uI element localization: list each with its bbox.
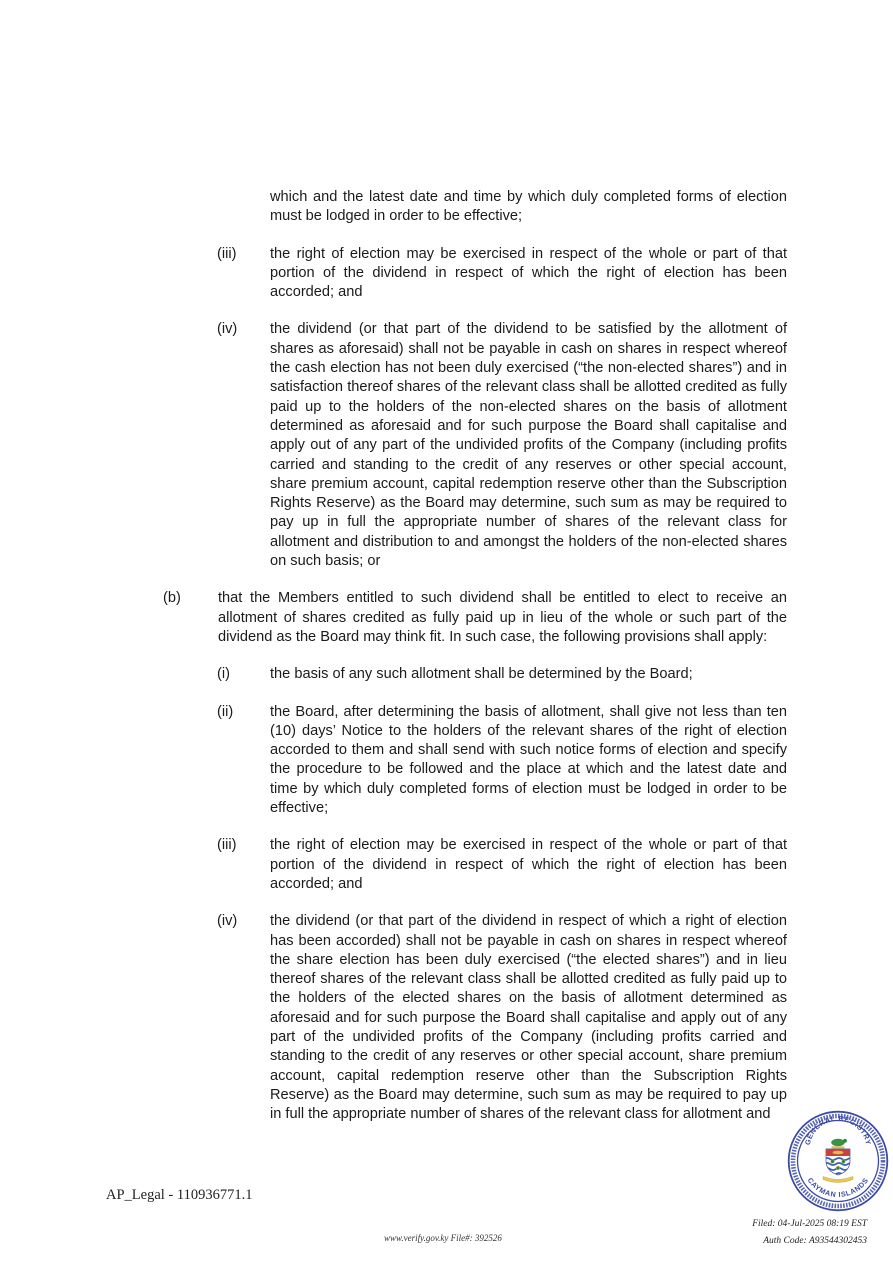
auth-code: Auth Code: A93544302453 — [763, 1236, 867, 1246]
list-item-text: the dividend (or that part of the dividend to be satisfied by the allotment of shares as aforesaid) shall not be payable in cash on shares in respect whereof the cash election has not been duly exercised (“the non-elected shares”) and in satisfaction thereof shares of the relevant class shall be allotted credited as fully paid up to the holders of the non-elected shares on the basis of allotment determined as aforesaid and for such purpose the Board shall capitalise and apply out of any part of the undivided profits of the Company (including profits carried and standing to the credit of any reserves or other special account, share premium account, capital redemption reserve other than the Subscription Rights Reserve) as the Board may determine, such sum as may be required to pay up in full the appropriate number of shares of the relevant class for allotment and distribution to and amongst the holders of the non-elected shares on such basis; or — [270, 321, 787, 570]
document-body — [163, 188, 787, 1124]
verify-url-line: www.verify.gov.ky File#: 392526 — [384, 1233, 502, 1243]
filed-timestamp: Filed: 04-Jul-2025 08:19 EST — [752, 1219, 867, 1229]
list-item-text: the right of election may be exercised in respect of the whole or part of that portion of the dividend in respect of which the right of election has been accorded; and — [270, 837, 787, 892]
list-item-marker: (iv) — [217, 913, 238, 930]
list-item-marker: (iii) — [217, 837, 237, 854]
list-item-marker: (ii) — [217, 703, 234, 720]
list-item-a-iv — [217, 320, 787, 571]
list-item-b-iii — [217, 836, 787, 894]
list-item-marker: (b) — [163, 590, 181, 607]
list-item-text: the dividend (or that part of the dividend in respect of which a right of election has been accorded) shall not be payable in cash on shares in respect whereof the share election has been duly exercised (“the elected shares”) and in lieu thereof shares of the relevant class shall be allotted credited as fully paid up to the holders of the elected shares on the basis of allotment determined as aforesaid and for such purpose the Board shall capitalise and apply out of any part of the undivided profits of the Company (including profits carried and standing to the credit of any reserves or other special account, share premium account, capital redemption reserve other than the Subscription Rights Reserve) as the Board may determine, such sum as may be required to pay up in full the appropriate number of shares of the relevant class for allotment and — [270, 913, 787, 1123]
list-item-b-iv — [217, 912, 787, 1124]
list-item-b-ii — [217, 703, 787, 819]
list-item-text: the right of election may be exercised in respect of the whole or part of that portion of the dividend in respect of which the right of election has been accorded; and — [270, 245, 787, 301]
list-item-text: the basis of any such allotment shall be determined by the Board; — [270, 666, 693, 683]
seal-top-text: GENERAL REGISTRY — [802, 1113, 874, 1146]
cayman-coat-of-arms-icon — [823, 1139, 854, 1183]
list-item-text: that the Members entitled to such dividend shall be entitled to elect to receive an allotment of shares credited as fully paid up in lieu of the whole or such part of the dividend as the Board may think fit. In such case, the following provisions shall apply: — [218, 590, 787, 645]
general-registry-seal-icon — [786, 1109, 890, 1213]
document-reference-number: AP_Legal - 110936771.1 — [106, 1187, 253, 1203]
list-item-marker: (iii) — [217, 245, 237, 262]
paragraph-continuation: which and the latest date and time by which duly completed forms of election must be lodged in order to be effective; — [270, 189, 787, 225]
seal-bottom-text: CAYMAN ISLANDS — [805, 1175, 871, 1200]
list-item-a-iii — [217, 245, 787, 303]
list-item-marker: (iv) — [217, 321, 238, 338]
list-item-b-i — [217, 665, 787, 684]
list-item-b — [163, 589, 787, 647]
list-item-marker: (i) — [217, 666, 230, 683]
list-item-text: the Board, after determining the basis of allotment, shall give not less than ten (10) days’ Notice to the holders of the relevant shares of the right of election accorded to them and shall send with such notice forms of election and specify the procedure to be followed and the place at which and the latest date and time by which duly completed forms of election must be lodged in order to be effective; — [270, 703, 787, 817]
